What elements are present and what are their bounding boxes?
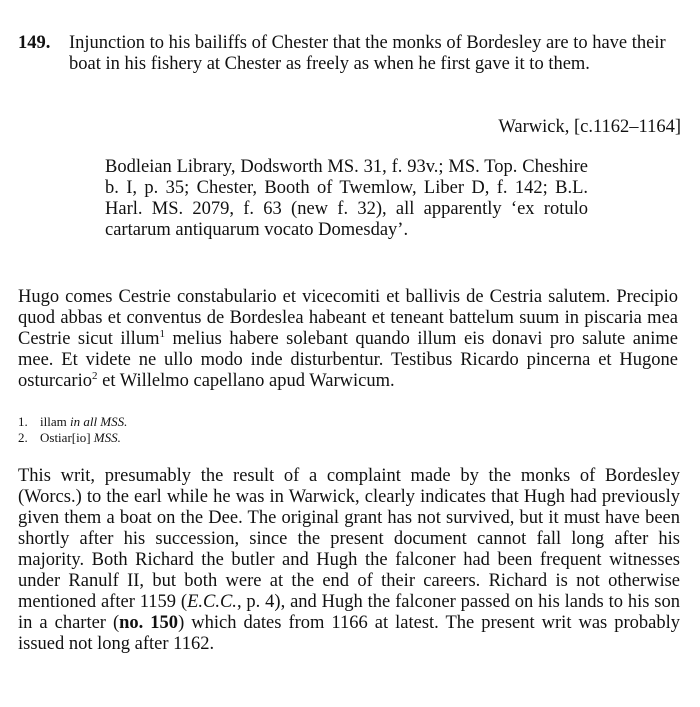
- footnote-italic: MSS.: [93, 430, 121, 445]
- entry-number: 149.: [18, 33, 51, 53]
- footnote-number: 1.: [18, 414, 28, 429]
- cross-reference: no. 150: [119, 613, 179, 633]
- footnote-text: illam: [40, 414, 70, 429]
- charter-text-part: Hugo comes Cestrie constabulario et vicecomiti et ballivis de Cestria salutem. Precipio quod abbas et conventus de Bordeslea habeant et teneant battelum suum in piscaria mea Cestrie sicut illum: [18, 287, 678, 349]
- commentary-part: This writ, presumably the result of a complaint made by the monks of Bordesley (Worcs.) to the earl while he was in Warwick, clearly indicates that Hugh had previously given them a boat on the Dee. The original grant has not survived, but it must have been shortly after his succession, since the present document cannot fall long after his majority. Both Richard the butler and Hugh the falconer had been frequent witnesses under Ranulf II, but both were at the end of their careers. Richard is not otherwise mentioned after 1159 (: [18, 466, 680, 612]
- charter-text: [18, 287, 678, 392]
- charter-text-part: melius habere solebant quando illum eis donavi pro salute anime mee. Et videte ne ullo modo inde disturbentur. Testibus Ricardo pincerna et Hugone osturcario: [18, 329, 678, 391]
- charter-text-part: et Willelmo capellano apud Warwicum.: [97, 371, 395, 391]
- footnote-italic: in all MSS.: [69, 414, 128, 429]
- footnote: [18, 414, 678, 430]
- entry-heading: Injunction to his bailiffs of Chester that the monks of Bordesley are to have their boat in his fishery at Chester as freely as when he first gave it to them.: [69, 33, 666, 74]
- footnote-number: 2.: [18, 430, 28, 445]
- place-date: Warwick, [c.1162–1164]: [498, 117, 681, 137]
- footnote-text: Ostiar[io]: [40, 430, 94, 445]
- footnote: [18, 430, 678, 446]
- commentary: [18, 466, 680, 655]
- manuscript-sources: Bodleian Library, Dodsworth MS. 31, f. 93v.; MS. Top. Cheshire b. I, p. 35; Chester, Booth of Twemlow, Liber D, f. 142; B.L. Harl. MS. 2079, f. 63 (new f. 32), all apparently ‘ex rotulo cartarum antiquarum vocato Domesday’.: [105, 157, 588, 240]
- commentary-citation: E.C.C.: [187, 592, 237, 612]
- footnote-ref: 2: [91, 369, 98, 382]
- footnotes: [18, 414, 678, 446]
- commentary-part: , p. 4), and Hugh the falconer passed on his lands to his son in a charter (: [18, 592, 680, 633]
- footnote-ref: 1: [159, 327, 165, 340]
- commentary-part: ) which dates from 1166 at latest. The present writ was probably issued not long after 1162.: [18, 613, 681, 654]
